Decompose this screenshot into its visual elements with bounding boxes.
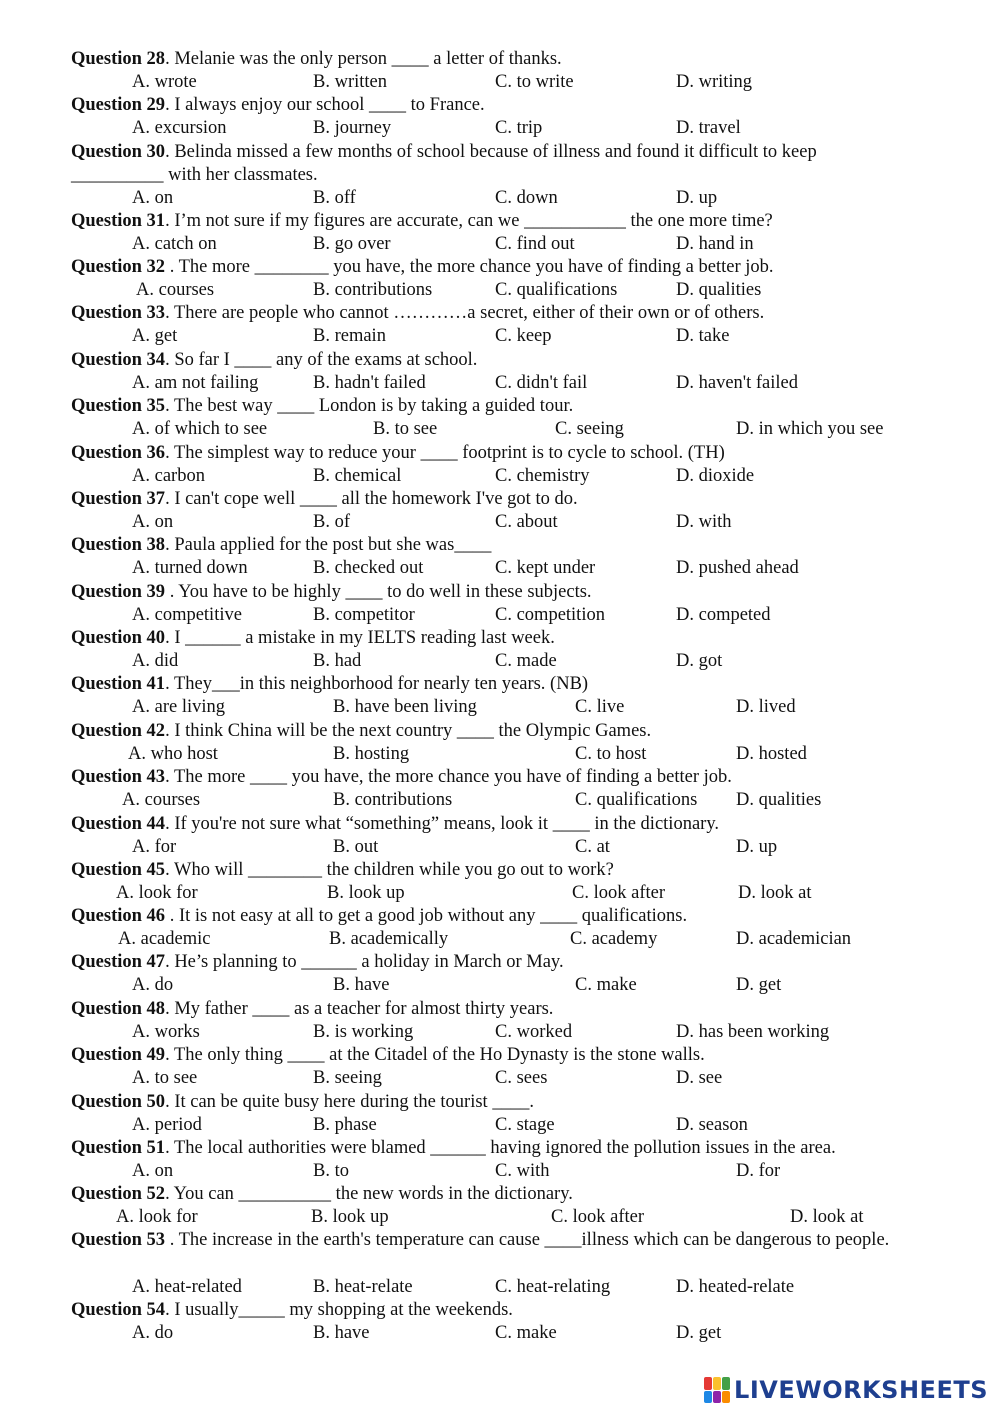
question-stem bbox=[71, 1044, 921, 1067]
answer-option[interactable]: C. at bbox=[575, 837, 610, 857]
question-text: . They___in this neighborhood for nearly ten years. (NB) bbox=[165, 674, 589, 694]
question-text: . Who will ________ the children while you go out to work? bbox=[165, 860, 614, 880]
question-text: . If you're not sure what “something” means, look it ____ in the dictionary. bbox=[165, 814, 719, 834]
answer-option[interactable]: C. about bbox=[495, 512, 558, 532]
answer-option[interactable]: D. dioxide bbox=[676, 466, 755, 486]
question-text: . It can be quite busy here during the tourist ____. bbox=[165, 1092, 534, 1112]
answer-options bbox=[0, 604, 1000, 627]
answer-option[interactable]: A. for bbox=[132, 837, 177, 857]
question-stem bbox=[71, 951, 921, 974]
answer-option[interactable]: C. make bbox=[495, 1323, 557, 1343]
answer-option[interactable]: D. writing bbox=[676, 72, 753, 92]
answer-options bbox=[0, 974, 1000, 997]
answer-option[interactable]: D. up bbox=[736, 837, 778, 857]
question-number: Question 51 bbox=[71, 1138, 166, 1158]
answer-option[interactable]: C. live bbox=[575, 697, 625, 717]
question-number: Question 35 bbox=[71, 396, 166, 416]
answer-option[interactable]: A. look for bbox=[116, 1207, 198, 1227]
answer-option[interactable]: A. catch on bbox=[132, 234, 217, 254]
answer-option[interactable]: C. stage bbox=[495, 1115, 555, 1135]
liveworksheets-logo bbox=[704, 1375, 988, 1405]
answer-options bbox=[0, 1206, 1000, 1229]
question-text: . So far I ____ any of the exams at school. bbox=[165, 350, 478, 370]
answer-options bbox=[0, 511, 1000, 534]
answer-option[interactable]: C. sees bbox=[495, 1068, 548, 1088]
question-text: . The more ________ you have, the more chance you have of finding a better job. bbox=[165, 257, 774, 277]
answer-option[interactable]: B. remain bbox=[313, 326, 386, 346]
answer-options bbox=[0, 1114, 1000, 1137]
answer-option[interactable]: A. academic bbox=[118, 929, 211, 949]
question-number: Question 29 bbox=[71, 95, 166, 115]
answer-option[interactable]: B. contributions bbox=[333, 790, 453, 810]
answer-option[interactable]: A. on bbox=[132, 512, 174, 532]
question-text: . The increase in the earth's temperature can cause ____illness which can be dangerous to people. bbox=[165, 1230, 890, 1250]
question-text: . The best way ____ London is by taking a guided tour. bbox=[165, 396, 574, 416]
answer-option[interactable]: C. with bbox=[495, 1161, 550, 1181]
answer-option[interactable]: A. carbon bbox=[132, 466, 205, 486]
question-text: . He’s planning to ______ a holiday in March or May. bbox=[165, 952, 564, 972]
answer-option[interactable]: D. haven't failed bbox=[676, 373, 798, 393]
answer-option[interactable]: C. qualifications bbox=[575, 790, 698, 810]
answer-option[interactable]: C. made bbox=[495, 651, 557, 671]
answer-options bbox=[0, 233, 1000, 256]
answer-option[interactable]: A. courses bbox=[122, 790, 201, 810]
answer-option[interactable]: A. on bbox=[132, 1161, 174, 1181]
logo-square bbox=[704, 1377, 712, 1390]
question-number: Question 45 bbox=[71, 860, 166, 880]
answer-option[interactable]: A. who host bbox=[128, 744, 218, 764]
question-number: Question 44 bbox=[71, 814, 166, 834]
answer-options bbox=[0, 789, 1000, 812]
question-text: . Belinda missed a few months of school because of illness and found it difficult to keep __________ with her classmates. bbox=[71, 142, 817, 185]
question-text: . My father ____ as a teacher for almost thirty years. bbox=[165, 999, 554, 1019]
answer-option[interactable]: A. get bbox=[132, 326, 178, 346]
answer-option[interactable]: B. have been living bbox=[333, 697, 477, 717]
answer-option[interactable]: C. chemistry bbox=[495, 466, 590, 486]
answer-option[interactable]: A. period bbox=[132, 1115, 202, 1135]
answer-option[interactable]: D. got bbox=[676, 651, 723, 671]
question-number: Question 28 bbox=[71, 49, 166, 69]
question-stem bbox=[71, 1229, 907, 1252]
answer-options bbox=[0, 696, 1000, 719]
answer-option[interactable]: C. competition bbox=[495, 605, 605, 625]
question-stem bbox=[71, 349, 921, 372]
answer-option[interactable]: D. take bbox=[676, 326, 730, 346]
question-text: . I think China will be the next country ____ the Olympic Games. bbox=[165, 721, 652, 741]
question-text: . I can't cope well ____ all the homework I've got to do. bbox=[165, 489, 578, 509]
answer-options bbox=[0, 372, 1000, 395]
answer-options bbox=[0, 71, 1000, 94]
question-number: Question 41 bbox=[71, 674, 166, 694]
answer-option[interactable]: C. heat-relating bbox=[495, 1277, 611, 1297]
question-text: . The more ____ you have, the more chance you have of finding a better job. bbox=[165, 767, 732, 787]
question-number: Question 47 bbox=[71, 952, 166, 972]
answer-option[interactable]: C. trip bbox=[495, 118, 543, 138]
answer-option[interactable]: C. look after bbox=[572, 883, 665, 903]
answer-option[interactable]: B. phase bbox=[313, 1115, 377, 1135]
question-text: . I ______ a mistake in my IELTS reading last week. bbox=[165, 628, 555, 648]
answer-option[interactable]: A. courses bbox=[136, 280, 215, 300]
answer-option[interactable]: D. look at bbox=[738, 883, 812, 903]
question-text: . The simplest way to reduce your ____ footprint is to cycle to school. (TH) bbox=[165, 443, 725, 463]
logo-square bbox=[722, 1377, 730, 1390]
answer-option[interactable]: C. kept under bbox=[495, 558, 596, 578]
answer-option[interactable]: D. with bbox=[676, 512, 732, 532]
logo-square bbox=[713, 1377, 721, 1390]
question-stem bbox=[71, 1299, 921, 1322]
question-stem bbox=[71, 534, 921, 557]
answer-option[interactable]: B. seeing bbox=[313, 1068, 382, 1088]
answer-option[interactable]: D. travel bbox=[676, 118, 741, 138]
question-stem bbox=[71, 1137, 921, 1160]
answer-option[interactable]: C. to write bbox=[495, 72, 574, 92]
answer-option[interactable]: C. down bbox=[495, 188, 558, 208]
answer-option[interactable]: B. heat-relate bbox=[313, 1277, 413, 1297]
answer-option[interactable]: B. is working bbox=[313, 1022, 414, 1042]
answer-options bbox=[0, 743, 1000, 766]
question-stem bbox=[71, 766, 921, 789]
logo-square bbox=[722, 1391, 730, 1404]
question-stem bbox=[71, 813, 921, 836]
question-text: . The only thing ____ at the Citadel of the Ho Dynasty is the stone walls. bbox=[165, 1045, 705, 1065]
question-text: . There are people who cannot …………a secret, either of their own or of others. bbox=[165, 303, 765, 323]
answer-option[interactable]: C. find out bbox=[495, 234, 575, 254]
question-text: . Melanie was the only person ____ a letter of thanks. bbox=[165, 49, 562, 69]
answer-option[interactable]: B. hadn't failed bbox=[313, 373, 426, 393]
question-number: Question 31 bbox=[71, 211, 166, 231]
question-number: Question 54 bbox=[71, 1300, 166, 1320]
question-number: Question 49 bbox=[71, 1045, 166, 1065]
question-stem bbox=[71, 859, 921, 882]
answer-option[interactable]: D. has been working bbox=[676, 1022, 830, 1042]
question-number: Question 50 bbox=[71, 1092, 166, 1112]
answer-option[interactable]: B. off bbox=[313, 188, 356, 208]
question-stem bbox=[71, 581, 921, 604]
logo-text: LIVEWORKSHEETS bbox=[734, 1376, 988, 1404]
answer-option[interactable]: A. do bbox=[132, 975, 174, 995]
answer-option[interactable]: D. get bbox=[736, 975, 782, 995]
question-text: . It is not easy at all to get a good job without any ____ qualifications. bbox=[165, 906, 688, 926]
answer-option[interactable]: D. qualities bbox=[736, 790, 822, 810]
answer-option[interactable]: D. in which you see bbox=[736, 419, 884, 439]
answer-option[interactable]: D. qualities bbox=[676, 280, 762, 300]
answer-options bbox=[0, 117, 1000, 140]
answer-options bbox=[0, 557, 1000, 580]
question-stem bbox=[71, 1183, 921, 1206]
question-stem bbox=[71, 94, 921, 117]
answer-option[interactable]: A. do bbox=[132, 1323, 174, 1343]
question-stem bbox=[71, 256, 921, 279]
answer-options bbox=[0, 1322, 1000, 1345]
answer-option[interactable]: B. have bbox=[333, 975, 390, 995]
answer-option[interactable]: D. academician bbox=[736, 929, 852, 949]
answer-option[interactable]: C. to host bbox=[575, 744, 647, 764]
answer-option[interactable]: C. keep bbox=[495, 326, 552, 346]
question-text: . You can __________ the new words in the dictionary. bbox=[165, 1184, 573, 1204]
question-number: Question 43 bbox=[71, 767, 166, 787]
answer-option[interactable]: B. out bbox=[333, 837, 379, 857]
logo-square bbox=[704, 1391, 712, 1404]
answer-option[interactable]: D. see bbox=[676, 1068, 723, 1088]
answer-option[interactable]: B. of bbox=[313, 512, 350, 532]
question-number: Question 39 bbox=[71, 582, 166, 602]
answer-options bbox=[0, 279, 1000, 302]
answer-option[interactable]: A. to see bbox=[132, 1068, 198, 1088]
question-stem bbox=[71, 905, 921, 928]
answer-option[interactable]: D. up bbox=[676, 188, 718, 208]
answer-option[interactable]: B. journey bbox=[313, 118, 392, 138]
question-text: . Paula applied for the post but she was____ bbox=[165, 535, 492, 555]
answer-options bbox=[0, 187, 1000, 210]
answer-option[interactable]: B. look up bbox=[327, 883, 405, 903]
question-number: Question 46 bbox=[71, 906, 166, 926]
answer-options bbox=[0, 1276, 1000, 1299]
question-stem bbox=[71, 720, 921, 743]
answer-option[interactable]: A. look for bbox=[116, 883, 198, 903]
answer-option[interactable]: B. contributions bbox=[313, 280, 433, 300]
question-stem bbox=[71, 673, 921, 696]
answer-option[interactable]: C. didn't fail bbox=[495, 373, 588, 393]
answer-option[interactable]: B. competitor bbox=[313, 605, 415, 625]
answer-options bbox=[0, 1021, 1000, 1044]
answer-option[interactable]: D. get bbox=[676, 1323, 722, 1343]
answer-option[interactable]: A. am not failing bbox=[132, 373, 259, 393]
answer-option[interactable]: B. checked out bbox=[313, 558, 424, 578]
answer-option[interactable]: B. had bbox=[313, 651, 362, 671]
answer-options bbox=[0, 650, 1000, 673]
question-number: Question 34 bbox=[71, 350, 166, 370]
answer-option[interactable]: A. works bbox=[132, 1022, 200, 1042]
answer-options bbox=[0, 836, 1000, 859]
logo-squares-icon bbox=[704, 1377, 730, 1403]
answer-option[interactable]: D. look at bbox=[790, 1207, 864, 1227]
question-stem bbox=[71, 210, 921, 233]
answer-option[interactable]: D. competed bbox=[676, 605, 771, 625]
question-stem bbox=[71, 998, 921, 1021]
answer-option[interactable]: D. lived bbox=[736, 697, 796, 717]
answer-option[interactable]: A. turned down bbox=[132, 558, 248, 578]
question-number: Question 30 bbox=[71, 142, 166, 162]
answer-option[interactable]: B. written bbox=[313, 72, 387, 92]
question-number: Question 36 bbox=[71, 443, 166, 463]
answer-options bbox=[0, 418, 1000, 441]
answer-option[interactable]: D. pushed ahead bbox=[676, 558, 799, 578]
question-number: Question 40 bbox=[71, 628, 166, 648]
question-text: . The local authorities were blamed ______ having ignored the pollution issues in the area. bbox=[165, 1138, 836, 1158]
answer-option[interactable]: A. wrote bbox=[132, 72, 197, 92]
answer-option[interactable]: B. look up bbox=[311, 1207, 389, 1227]
answer-options bbox=[0, 1160, 1000, 1183]
answer-option[interactable]: C. qualifications bbox=[495, 280, 618, 300]
answer-option[interactable]: B. to bbox=[313, 1161, 349, 1181]
answer-options bbox=[0, 928, 1000, 951]
answer-option[interactable]: B. academically bbox=[329, 929, 449, 949]
question-stem bbox=[71, 302, 921, 325]
answer-option[interactable]: B. to see bbox=[373, 419, 438, 439]
question-number: Question 52 bbox=[71, 1184, 166, 1204]
answer-option[interactable]: A. competitive bbox=[132, 605, 242, 625]
question-stem bbox=[71, 395, 921, 418]
question-stem bbox=[71, 1091, 921, 1114]
answer-option[interactable]: B. have bbox=[313, 1323, 370, 1343]
question-text: . You have to be highly ____ to do well in these subjects. bbox=[165, 582, 592, 602]
question-number: Question 38 bbox=[71, 535, 166, 555]
answer-option[interactable]: C. look after bbox=[551, 1207, 644, 1227]
question-text: . I’m not sure if my figures are accurate, can we ___________ the one more time? bbox=[165, 211, 773, 231]
question-text: . I usually_____ my shopping at the weekends. bbox=[165, 1300, 513, 1320]
question-number: Question 48 bbox=[71, 999, 166, 1019]
question-number: Question 32 bbox=[71, 257, 166, 277]
answer-option[interactable]: B. chemical bbox=[313, 466, 402, 486]
answer-options bbox=[0, 1067, 1000, 1090]
question-number: Question 37 bbox=[71, 489, 166, 509]
question-stem bbox=[71, 48, 921, 71]
answer-option[interactable]: C. worked bbox=[495, 1022, 573, 1042]
question-number: Question 33 bbox=[71, 303, 166, 323]
question-stem bbox=[71, 488, 921, 511]
answer-option[interactable]: A. of which to see bbox=[132, 419, 268, 439]
answer-option[interactable]: A. are living bbox=[132, 697, 225, 717]
answer-option[interactable]: D. hosted bbox=[736, 744, 807, 764]
answer-options bbox=[0, 465, 1000, 488]
answer-option[interactable]: D. season bbox=[676, 1115, 748, 1135]
answer-option[interactable]: A. heat-related bbox=[132, 1277, 242, 1297]
question-stem bbox=[71, 442, 921, 465]
question-text: . I always enjoy our school ____ to France. bbox=[165, 95, 485, 115]
answer-option[interactable]: D. for bbox=[736, 1161, 781, 1181]
question-stem bbox=[71, 141, 907, 187]
question-stem bbox=[71, 627, 921, 650]
answer-option[interactable]: D. hand in bbox=[676, 234, 754, 254]
answer-option[interactable]: C. academy bbox=[570, 929, 658, 949]
answer-option[interactable]: B. go over bbox=[313, 234, 391, 254]
answer-option[interactable]: D. heated-relate bbox=[676, 1277, 795, 1297]
question-number: Question 53 bbox=[71, 1230, 166, 1250]
answer-option[interactable]: A. on bbox=[132, 188, 174, 208]
answer-options bbox=[0, 882, 1000, 905]
answer-option[interactable]: C. make bbox=[575, 975, 637, 995]
question-number: Question 42 bbox=[71, 721, 166, 741]
answer-options bbox=[0, 325, 1000, 348]
answer-option[interactable]: A. did bbox=[132, 651, 179, 671]
answer-option[interactable]: A. excursion bbox=[132, 118, 227, 138]
logo-square bbox=[713, 1391, 721, 1404]
answer-option[interactable]: C. seeing bbox=[555, 419, 624, 439]
answer-option[interactable]: B. hosting bbox=[333, 744, 410, 764]
